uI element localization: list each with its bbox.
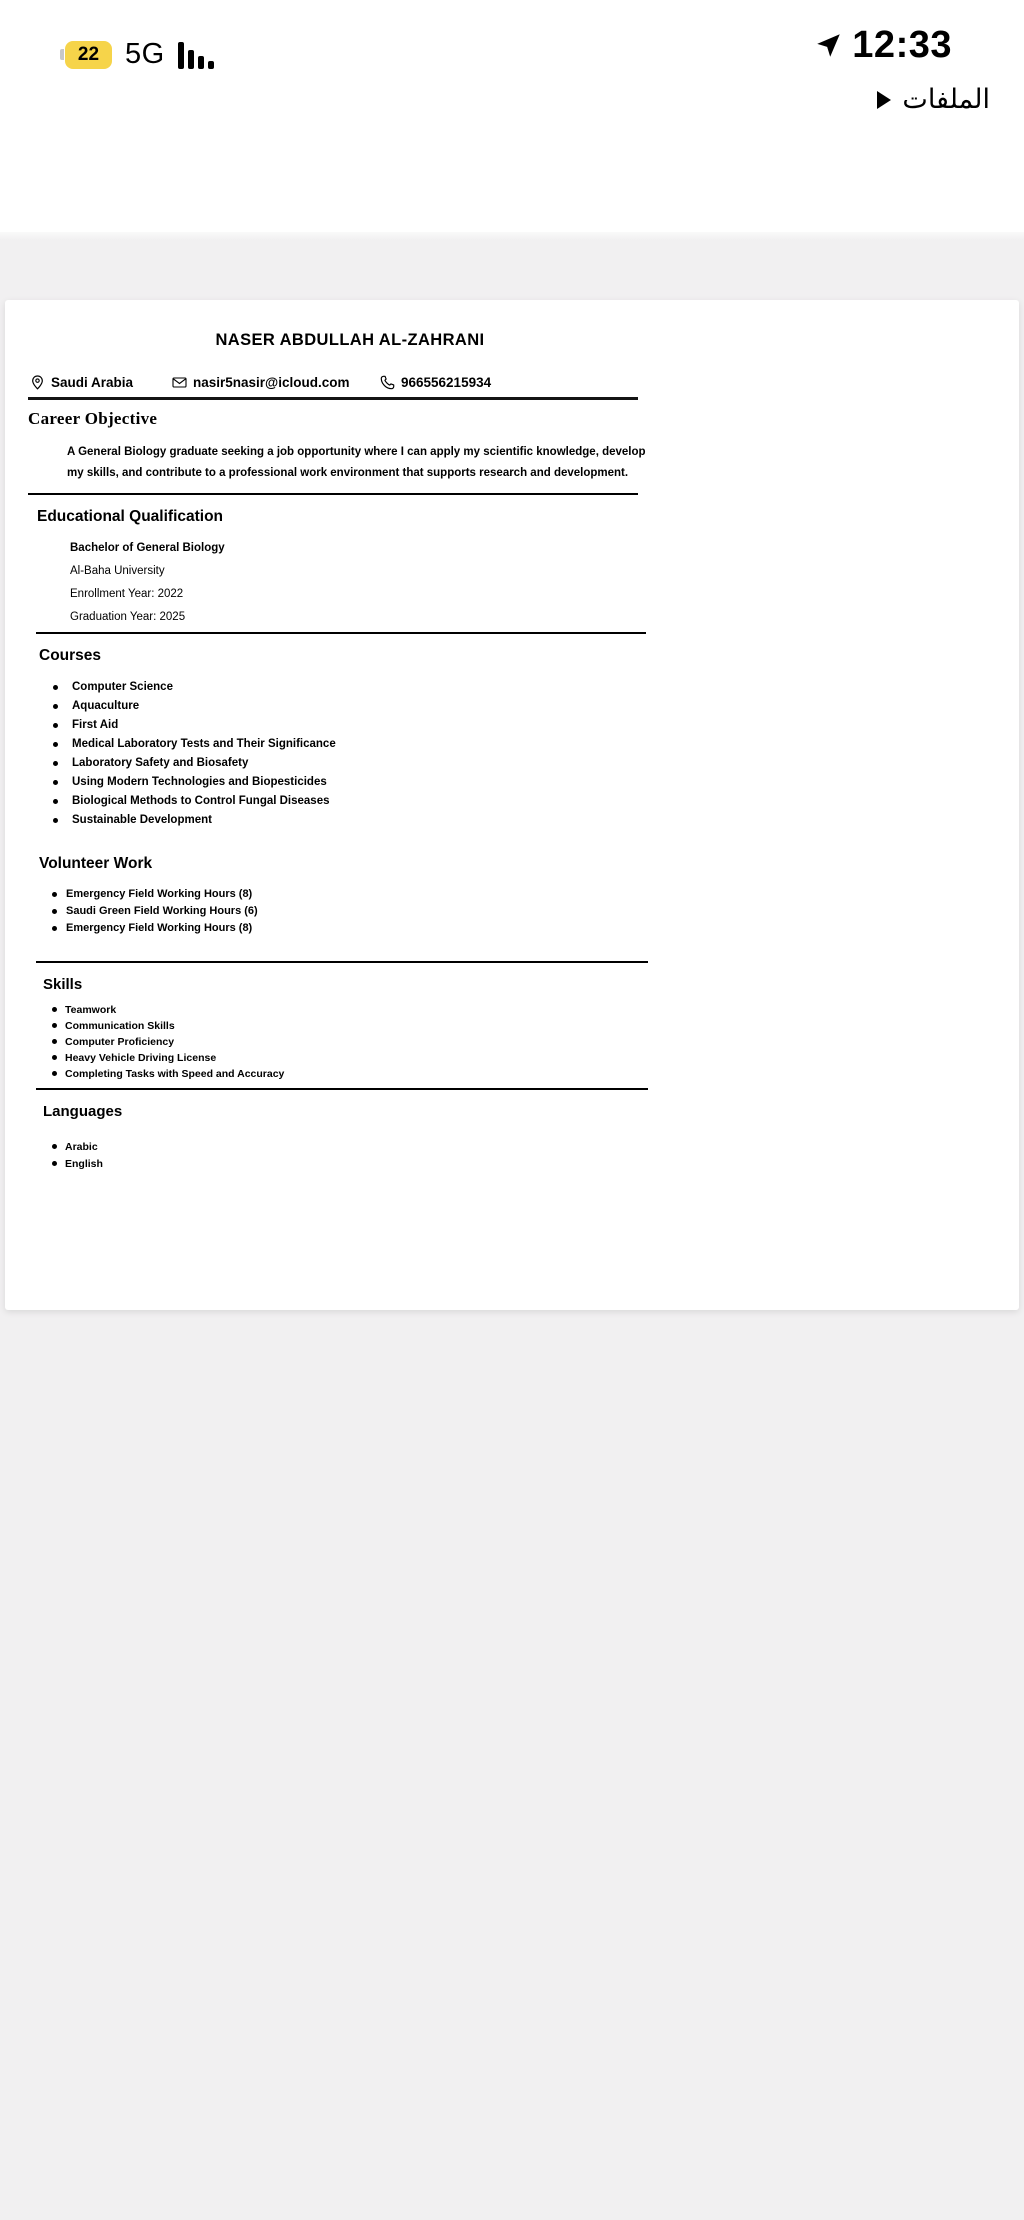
battery-icon bbox=[60, 41, 112, 69]
battery-cap bbox=[60, 49, 64, 60]
list-item: Teamwork bbox=[52, 1002, 284, 1018]
back-button-label: الملفات bbox=[902, 84, 990, 115]
back-triangle-icon bbox=[877, 91, 891, 109]
section-heading-education: Educational Qualification bbox=[37, 508, 224, 525]
status-bar-left bbox=[60, 38, 214, 71]
education-enrollment-year: Enrollment Year: 2022 bbox=[70, 588, 184, 600]
section-heading-courses: Courses bbox=[39, 647, 102, 664]
email-text: nasir5nasir@icloud.com bbox=[193, 375, 350, 390]
battery-percent: 22 bbox=[77, 43, 100, 65]
list-item: Aquaculture bbox=[53, 697, 336, 716]
list-item: English bbox=[52, 1156, 103, 1173]
clock-time: 12:33 bbox=[852, 24, 952, 66]
section-divider bbox=[36, 632, 646, 634]
courses-list bbox=[53, 678, 336, 830]
list-item: Saudi Green Field Working Hours (6) bbox=[52, 903, 258, 920]
contact-email bbox=[172, 375, 349, 390]
section-divider bbox=[36, 1088, 648, 1090]
education-graduation-year: Graduation Year: 2025 bbox=[70, 611, 186, 623]
map-pin-icon bbox=[30, 375, 45, 390]
document-scroll-area[interactable] bbox=[0, 232, 1024, 2220]
section-heading-career-objective: Career Objective bbox=[28, 409, 158, 428]
section-divider bbox=[28, 493, 638, 495]
skills-list bbox=[52, 1002, 284, 1082]
envelope-icon bbox=[172, 375, 187, 390]
header-divider bbox=[28, 397, 638, 400]
list-item: Using Modern Technologies and Biopesticides bbox=[53, 773, 336, 792]
status-bar-right bbox=[815, 24, 952, 67]
list-item: Emergency Field Working Hours (8) bbox=[52, 920, 258, 937]
list-item: Laboratory Safety and Biosafety bbox=[53, 754, 336, 773]
list-item: Computer Science bbox=[53, 678, 336, 697]
resume-document-page bbox=[5, 300, 1019, 1310]
phone-icon bbox=[380, 375, 395, 390]
languages-list bbox=[52, 1139, 103, 1173]
contact-row bbox=[5, 375, 695, 397]
section-heading-volunteer: Volunteer Work bbox=[39, 855, 153, 872]
phone-text: 966556215934 bbox=[401, 375, 492, 390]
location-text: Saudi Arabia bbox=[51, 375, 134, 390]
list-item: Emergency Field Working Hours (8) bbox=[52, 886, 258, 903]
career-objective-text: A General Biology graduate seeking a job opportunity where I can apply my scientific knowledge, develop my skills, and contribute to a professional work environment that supports research and development. bbox=[67, 446, 646, 479]
section-heading-skills: Skills bbox=[43, 976, 83, 993]
signal-bars-icon bbox=[178, 41, 214, 69]
list-item: Medical Laboratory Tests and Their Significance bbox=[53, 735, 336, 754]
contact-phone bbox=[380, 375, 491, 390]
list-item: Communication Skills bbox=[52, 1018, 284, 1034]
battery-percent-badge bbox=[65, 41, 112, 69]
resume-name-title: NASER ABDULLAH AL-ZAHRANI bbox=[215, 331, 485, 349]
list-item: Arabic bbox=[52, 1139, 103, 1156]
list-item: Completing Tasks with Speed and Accuracy bbox=[52, 1066, 284, 1082]
network-type-label: 5G bbox=[125, 38, 165, 70]
list-item: Sustainable Development bbox=[53, 811, 336, 830]
location-arrow-icon bbox=[815, 32, 842, 59]
back-to-files-button[interactable] bbox=[877, 84, 990, 115]
education-degree: Bachelor of General Biology bbox=[70, 542, 225, 554]
education-university: Al-Baha University bbox=[70, 565, 165, 577]
section-heading-languages: Languages bbox=[43, 1103, 123, 1120]
list-item: Biological Methods to Control Fungal Diseases bbox=[53, 792, 336, 811]
list-item: First Aid bbox=[53, 716, 336, 735]
education-details bbox=[70, 537, 225, 629]
section-divider bbox=[36, 961, 648, 963]
list-item: Heavy Vehicle Driving License bbox=[52, 1050, 284, 1066]
volunteer-list bbox=[52, 886, 258, 937]
contact-location bbox=[30, 375, 133, 390]
list-item: Computer Proficiency bbox=[52, 1034, 284, 1050]
